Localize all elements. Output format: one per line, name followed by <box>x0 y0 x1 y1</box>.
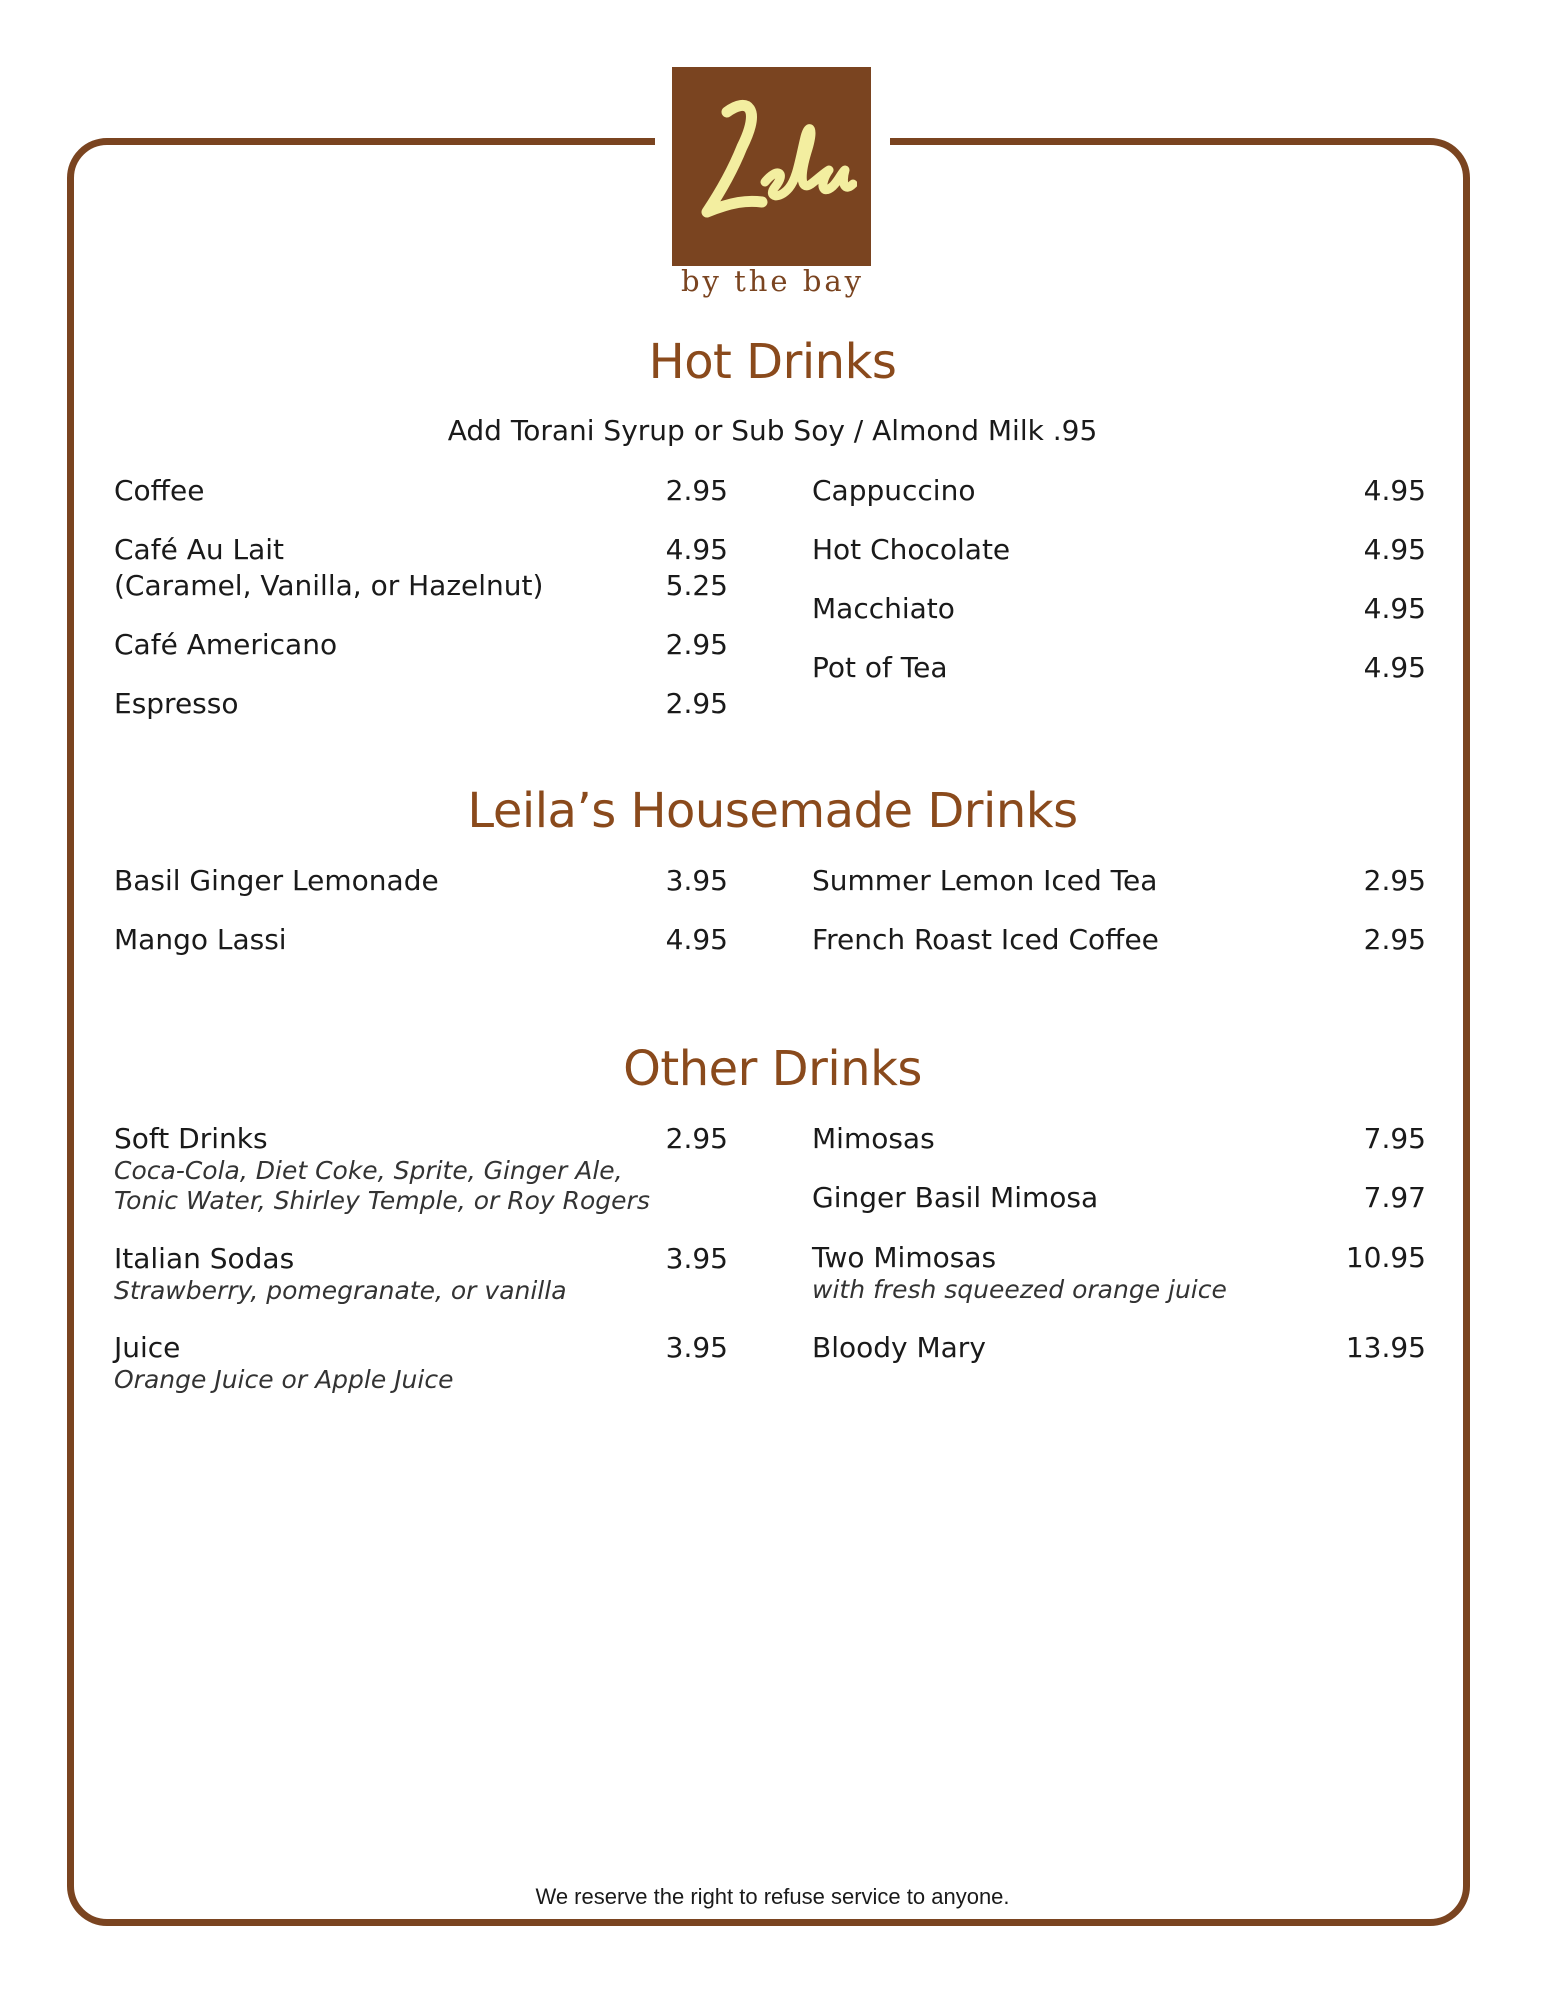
logo-script-icon <box>687 92 857 242</box>
menu-item <box>812 651 1426 691</box>
item-name: Mango Lassi <box>114 923 287 956</box>
item-price: 7.95 <box>1363 1122 1426 1155</box>
menu-item <box>114 628 728 668</box>
menu-border <box>67 138 1470 1926</box>
item-name: French Roast Iced Coffee <box>812 923 1159 956</box>
tagline: by the bay <box>680 264 865 298</box>
item-price: 7.97 <box>1363 1181 1426 1214</box>
item-name: Juice <box>114 1331 181 1364</box>
item-price: 2.95 <box>1363 923 1426 956</box>
menu-item <box>812 1331 1426 1371</box>
menu-item <box>114 1242 728 1312</box>
menu-item <box>114 864 728 904</box>
item-price: 4.95 <box>1363 592 1426 625</box>
item-name: Café Au Lait <box>114 533 285 566</box>
item-price: 3.95 <box>665 1242 728 1275</box>
item-price: 10.95 <box>1345 1241 1426 1274</box>
item-name: Two Mimosas <box>812 1241 997 1274</box>
item-name: Coffee <box>114 474 205 507</box>
item-name: Hot Chocolate <box>812 533 1011 566</box>
item-price: 4.95 <box>1363 651 1426 684</box>
item-price: 4.95 <box>665 923 728 956</box>
item-price: 4.95 <box>665 533 728 566</box>
item-name: Soft Drinks <box>114 1122 268 1155</box>
item-name: Basil Ginger Lemonade <box>114 864 439 897</box>
menu-item <box>812 923 1426 963</box>
item-name: Summer Lemon Iced Tea <box>812 864 1158 897</box>
menu-item <box>114 687 728 727</box>
item-price: 2.95 <box>665 1122 728 1155</box>
menu-item <box>114 923 728 963</box>
item-name: Bloody Mary <box>812 1331 986 1364</box>
menu-item <box>114 533 728 613</box>
item-price: 4.95 <box>1363 533 1426 566</box>
menu-item <box>812 474 1426 514</box>
item-price: 2.95 <box>665 628 728 661</box>
hot-drinks-note: Add Torani Syrup or Sub Soy / Almond Milk .95 <box>447 414 1098 447</box>
item-name: Café Americano <box>114 628 338 661</box>
item-name: Espresso <box>114 687 239 720</box>
item-description: with fresh squeezed orange juice <box>812 1275 1227 1304</box>
item-name: Cappuccino <box>812 474 976 507</box>
item-name: Italian Sodas <box>114 1242 295 1275</box>
item-description: Orange Juice or Apple Juice <box>114 1365 454 1394</box>
section-title-hot-drinks: Hot Drinks <box>648 334 897 390</box>
menu-item <box>812 592 1426 632</box>
menu-item <box>812 1122 1426 1162</box>
menu-item <box>114 1122 728 1222</box>
menu-item <box>114 474 728 514</box>
item-description: Coca-Cola, Diet Coke, Sprite, Ginger Ale, <box>114 1156 623 1185</box>
footer-disclaimer: We reserve the right to refuse service to anyone. <box>535 1884 1010 1909</box>
logo <box>672 67 871 266</box>
item-description-line2: Tonic Water, Shirley Temple, or Roy Rogers <box>114 1186 650 1215</box>
item-price: 13.95 <box>1345 1331 1426 1364</box>
item-price: 2.95 <box>665 687 728 720</box>
menu-item <box>812 1241 1426 1311</box>
menu-item <box>114 1331 728 1401</box>
item-price: 4.95 <box>1363 474 1426 507</box>
item-description: Strawberry, pomegranate, or vanilla <box>114 1276 567 1305</box>
item-name: Mimosas <box>812 1122 935 1155</box>
item-price: 3.95 <box>665 1331 728 1364</box>
item-price: 2.95 <box>1363 864 1426 897</box>
section-title-other-drinks: Other Drinks <box>623 1041 922 1097</box>
item-price: 3.95 <box>665 864 728 897</box>
menu-item <box>812 1181 1426 1221</box>
item-price-variant: 5.25 <box>665 569 728 602</box>
item-name: Macchiato <box>812 592 955 625</box>
item-price: 2.95 <box>665 474 728 507</box>
menu-item <box>812 864 1426 904</box>
item-name-variant: (Caramel, Vanilla, or Hazelnut) <box>114 569 544 602</box>
section-title-housemade-drinks: Leila’s Housemade Drinks <box>467 783 1078 839</box>
menu-item <box>812 533 1426 573</box>
item-name: Pot of Tea <box>812 651 948 684</box>
item-name: Ginger Basil Mimosa <box>812 1181 1099 1214</box>
